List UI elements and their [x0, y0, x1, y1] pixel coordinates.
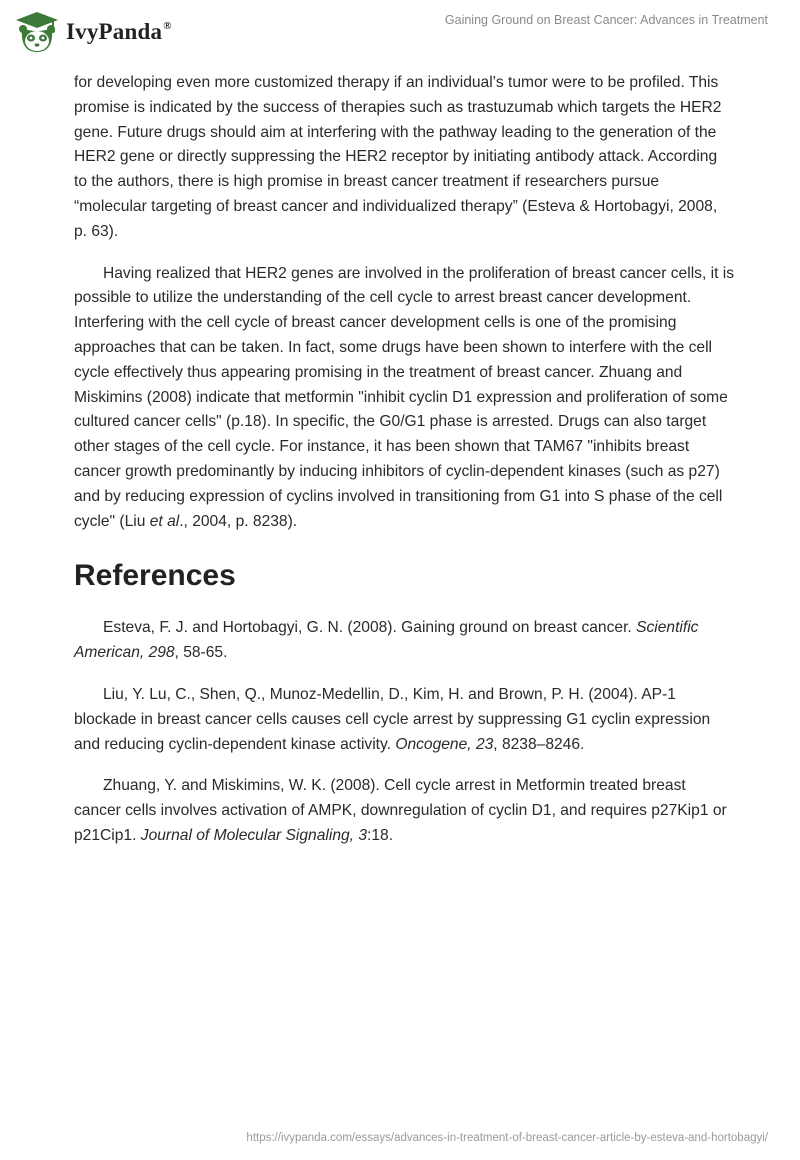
reference-entry: Liu, Y. Lu, C., Shen, Q., Munoz-Medellin, D., Kim, H. and Brown, P. H. (2004). AP-1 blockade in breast cancer cells causes cell cycle arrest by suppressing G1 cyclin expression and reducing cyclin-dependent kinase activity. Oncogene, 23, 8238–8246.	[74, 685, 711, 753]
source-url[interactable]: https://ivypanda.com/essays/advances-in-treatment-of-breast-cancer-article-by-esteva-and-hortobagyi/	[246, 1132, 768, 1144]
logo-wordmark: IvyPanda®	[66, 19, 172, 44]
reference-entry: Zhuang, Y. and Miskimins, W. K. (2008). Cell cycle arrest in Metformin treated breast cancer cells involves activation of AMPK, downregulation of cyclin D1, and requires p27Kip1 or p21Cip1. Journal of Molecular Signaling, 3:18.	[74, 777, 727, 844]
body-paragraph: for developing even more customized therapy if an individual’s tumor were to be profiled. This promise is indicated by the success of therapies such as trastuzumab which targets the HER2 gene. Future drugs should aim at interfering with the pathway leading to the generation of the HER2 gene or directly suppressing the HER2 receptor by initiating antibody attack. According to the authors, there is high promise in breast cancer treatment if researchers pursue “molecular targeting of breast cancer and individualized therapy” (Esteva & Hortobagyi, 2008, p. 63).	[74, 74, 722, 240]
ivypanda-logo[interactable]	[14, 8, 214, 56]
page-header	[0, 0, 800, 62]
reference-entry: Esteva, F. J. and Hortobagyi, G. N. (2008). Gaining ground on breast cancer. Scientific American, 298, 58-65.	[74, 619, 699, 662]
references-heading: References	[74, 559, 236, 593]
essay-content	[74, 71, 734, 866]
body-paragraph: Having realized that HER2 genes are involved in the proliferation of breast cancer cells, it is possible to utilize the understanding of the cell cycle to arrest breast cancer development. Interfering with the cell cycle of breast cancer development cells is one of the promising approaches that can be taken. In fact, some drugs have been shown to interfere with the cell cycle effectively thus appearing promising in the treatment of breast cancer. Zhuang and Miskimins (2008) indicate that metformin "inhibit cyclin D1 expression and proliferation of some cultured cancer cells" (p.18). In specific, the G0/G1 phase is arrested. Drugs can also target other stages of the cell cycle. For instance, it has been shown that TAM67 "inhibits breast cancer growth predominantly by inducing inhibitors of cyclin-dependent kinases (such as p27) and by reducing expression of cyclins involved in transitioning from G1 into S phase of the cell cycle" (Liu et al., 2004, p. 8238).	[74, 264, 735, 530]
panda-graduate-icon	[14, 10, 60, 54]
document-title: Gaining Ground on Breast Cancer: Advances in Treatment	[444, 13, 768, 27]
